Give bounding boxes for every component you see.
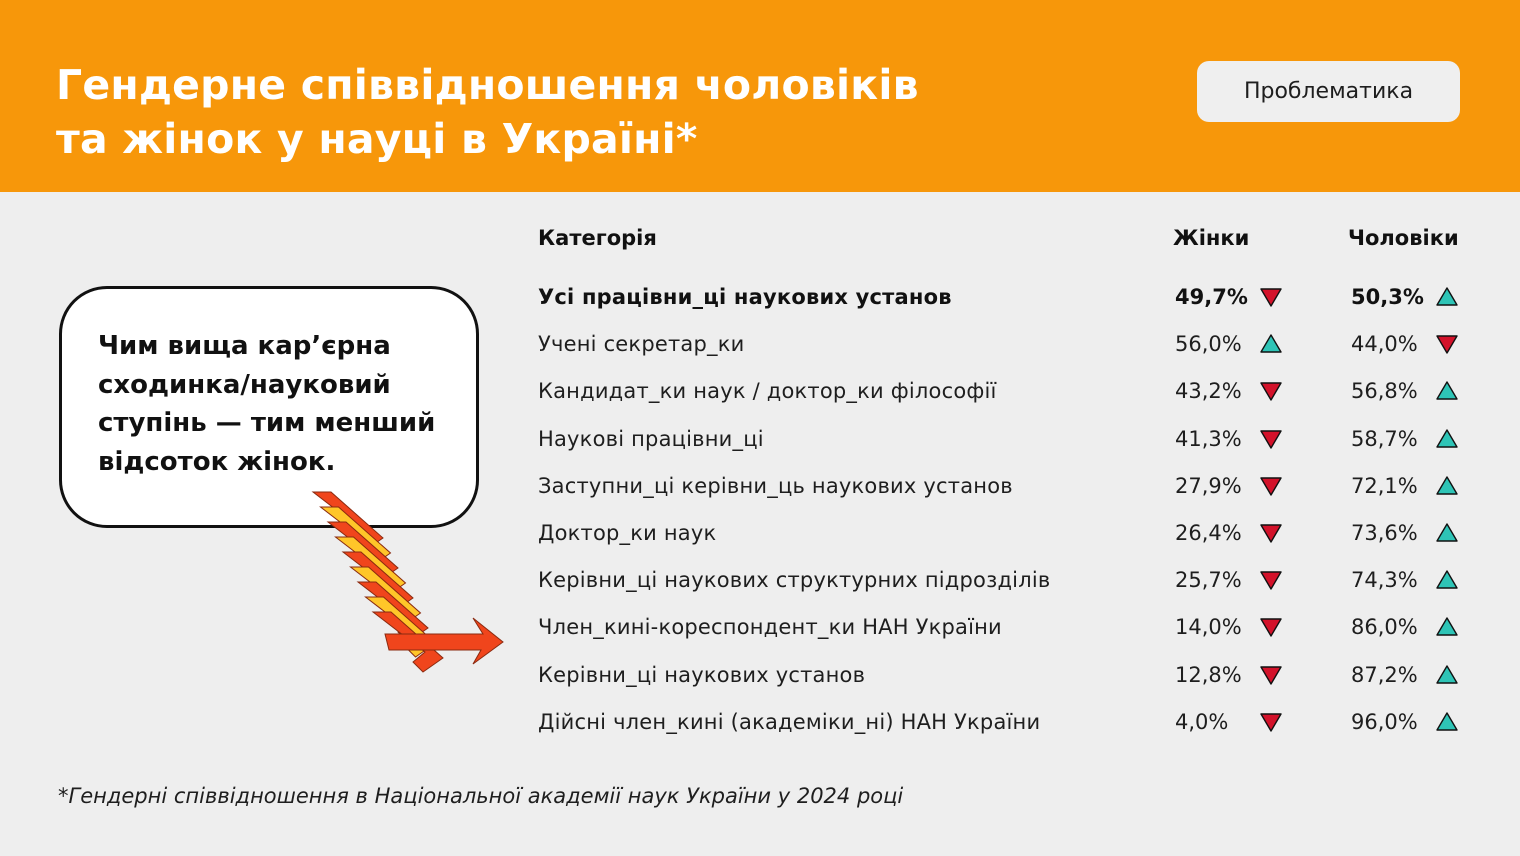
women-percent: 4,0%	[1175, 709, 1229, 734]
category-cell: Керівни_ці наукових установ	[538, 662, 866, 687]
men-percent: 44,0%	[1351, 332, 1418, 357]
category-cell: Усі працівни_ці наукових установ	[538, 285, 952, 309]
women-percent: 56,0%	[1175, 332, 1242, 357]
women-trend	[1259, 522, 1283, 544]
women-trend	[1259, 286, 1283, 308]
men-trend	[1435, 333, 1459, 355]
triangle-up-icon	[1435, 522, 1459, 544]
triangle-up-icon	[1435, 380, 1459, 402]
page-title-line-1: Гендерне співвідношення чоловіків	[56, 61, 919, 109]
men-percent: 73,6%	[1351, 521, 1418, 545]
table-row	[0, 424, 1520, 471]
triangle-down-icon	[1259, 664, 1283, 686]
triangle-down-icon	[1435, 333, 1459, 355]
category-cell: Кандидат_ки наук / доктор_ки філософії	[538, 379, 997, 404]
men-percent: 56,8%	[1351, 379, 1418, 404]
callout-line: ступінь — тим менший	[98, 408, 436, 438]
page-title	[56, 58, 919, 166]
callout-line: відсоток жінок.	[98, 446, 336, 477]
category-cell: Член_кині-кореспондент_ки НАН України	[538, 615, 1002, 640]
triangle-down-icon	[1259, 522, 1283, 544]
table-row	[0, 612, 1520, 659]
women-percent: 14,0%	[1175, 615, 1242, 640]
table-row	[0, 565, 1520, 612]
women-trend	[1259, 380, 1283, 402]
table-row	[0, 707, 1520, 754]
category-cell: Заступни_ці керівни_ць наукових установ	[538, 473, 1013, 498]
men-trend	[1435, 380, 1459, 402]
men-trend	[1435, 522, 1459, 544]
women-percent: 43,2%	[1175, 379, 1242, 404]
category-cell: Наукові працівни_ці	[538, 426, 764, 451]
header-men: Чоловіки	[1348, 226, 1459, 250]
page-title-line-2: та жінок у науці в Україні*	[56, 115, 698, 163]
women-percent: 41,3%	[1175, 426, 1242, 451]
table-row	[0, 660, 1520, 707]
triangle-down-icon	[1259, 711, 1283, 733]
category-cell: Керівни_ці наукових структурних підрозділів	[538, 568, 1051, 593]
callout-line: Чим вища кар’єрна	[98, 331, 391, 361]
triangle-up-icon	[1435, 428, 1459, 450]
header-category: Категорія	[538, 226, 657, 250]
header-banner	[0, 0, 1520, 192]
women-percent: 27,9%	[1175, 473, 1242, 498]
men-trend	[1435, 428, 1459, 450]
triangle-down-icon	[1259, 380, 1283, 402]
women-percent: 25,7%	[1175, 568, 1242, 593]
triangle-up-icon	[1435, 664, 1459, 686]
triangle-down-icon	[1259, 428, 1283, 450]
men-trend	[1435, 475, 1459, 497]
women-trend	[1259, 428, 1283, 450]
triangle-up-icon	[1435, 569, 1459, 591]
header-women: Жінки	[1173, 226, 1250, 250]
section-button-problematics[interactable]: Проблематика	[1197, 61, 1460, 122]
women-trend	[1259, 711, 1283, 733]
men-percent: 74,3%	[1351, 568, 1418, 593]
men-trend	[1435, 569, 1459, 591]
category-cell: Учені секретар_ки	[538, 332, 745, 357]
women-trend	[1259, 333, 1283, 355]
women-percent: 12,8%	[1175, 662, 1242, 687]
triangle-up-icon	[1259, 333, 1283, 355]
triangle-down-icon	[1259, 569, 1283, 591]
men-trend	[1435, 616, 1459, 638]
men-percent: 96,0%	[1351, 709, 1418, 734]
triangle-up-icon	[1435, 616, 1459, 638]
men-trend	[1435, 664, 1459, 686]
women-trend	[1259, 569, 1283, 591]
women-trend	[1259, 616, 1283, 638]
triangle-up-icon	[1435, 286, 1459, 308]
triangle-up-icon	[1435, 711, 1459, 733]
men-percent: 87,2%	[1351, 662, 1418, 687]
men-percent: 72,1%	[1351, 473, 1418, 498]
footnote: *Гендерні співвідношення в Національної академії наук України у 2024 році	[58, 784, 904, 808]
men-trend	[1435, 286, 1459, 308]
men-percent: 86,0%	[1351, 615, 1418, 640]
table-row	[0, 471, 1520, 518]
category-cell: Дійсні член_кині (академіки_ні) НАН України	[538, 709, 1041, 734]
women-trend	[1259, 475, 1283, 497]
women-percent: 26,4%	[1175, 521, 1242, 545]
triangle-down-icon	[1259, 286, 1283, 308]
women-percent: 49,7%	[1175, 285, 1248, 309]
triangle-down-icon	[1259, 475, 1283, 497]
category-cell: Доктор_ки наук	[538, 521, 717, 545]
callout-line: сходинка/науковий	[98, 369, 391, 400]
triangle-down-icon	[1259, 616, 1283, 638]
men-percent: 50,3%	[1351, 285, 1424, 309]
women-trend	[1259, 664, 1283, 686]
table-row	[0, 282, 1520, 329]
men-trend	[1435, 711, 1459, 733]
triangle-up-icon	[1435, 475, 1459, 497]
table-row	[0, 376, 1520, 423]
table-row	[0, 329, 1520, 376]
table-row	[0, 518, 1520, 565]
men-percent: 58,7%	[1351, 426, 1418, 451]
